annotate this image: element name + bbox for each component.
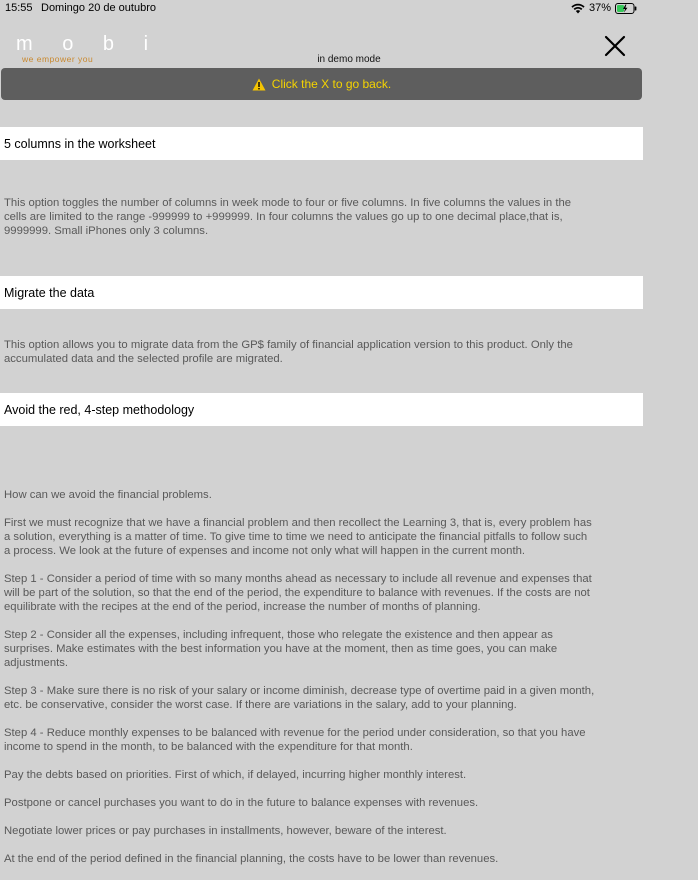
body-line: Step 2 - Consider all the expenses, including infrequent, those who relegate the existence and then appear as bbox=[4, 629, 553, 641]
body-line: Pay the debts based on priorities. First of which, if delayed, incurring higher monthly interest. bbox=[4, 769, 467, 781]
section-title: Avoid the red, 4-step methodology bbox=[4, 402, 195, 417]
body-line: How can we avoid the financial problems. bbox=[4, 489, 212, 501]
paragraph bbox=[4, 768, 644, 782]
notice-banner bbox=[1, 68, 642, 100]
status-indicators bbox=[571, 2, 637, 14]
section-body-migrate bbox=[4, 338, 644, 366]
body-line: Step 1 - Consider a period of time with so many months ahead as necessary to include all revenue and expenses that bbox=[4, 573, 592, 585]
paragraph bbox=[4, 516, 644, 558]
paragraph bbox=[4, 628, 644, 670]
section-title: 5 columns in the worksheet bbox=[4, 136, 156, 151]
section-body-avoid-red bbox=[4, 488, 644, 880]
body-line: will be part of the solution, so that the end of the period, the expenditure to balance with revenues. If the costs are not bbox=[4, 587, 590, 599]
body-line: equilibrate with the recipes at the end of the period, increase the number of months of planning. bbox=[4, 601, 481, 613]
body-line: 9999999. Small iPhones only 3 columns. bbox=[4, 225, 209, 237]
paragraph bbox=[4, 852, 644, 866]
body-line: accumulated data and the selected profile are migrated. bbox=[4, 353, 283, 365]
body-line: At the end of the period defined in the financial planning, the costs have to be lower than revenues. bbox=[4, 853, 499, 865]
wifi-icon bbox=[571, 3, 585, 14]
body-line: etc. be conservative, consider the worst case. If there are variations in the salary, add to your planning. bbox=[4, 699, 517, 711]
body-line: adjustments. bbox=[4, 657, 69, 669]
section-body-columns bbox=[4, 196, 644, 238]
paragraph bbox=[4, 796, 644, 810]
demo-mode-label: in demo mode bbox=[317, 54, 381, 65]
body-line: a process. We look at the future of expenses and income not only what will happen in the current month. bbox=[4, 545, 526, 557]
body-line: cells are limited to the range -999999 to +999999. In four columns the values go up to one decimal place,that is, bbox=[4, 211, 563, 223]
section-title: Migrate the data bbox=[4, 285, 95, 300]
warning-icon bbox=[252, 78, 266, 91]
section-header-migrate bbox=[0, 276, 643, 309]
body-line: This option toggles the number of columns in week mode to four or five columns. In five columns the values in the bbox=[4, 197, 572, 209]
status-date: Domingo 20 de outubro bbox=[41, 2, 156, 14]
body-line: a solution, everything is a matter of time. To give time to time we need to anticipate the financial pitfalls to follow such bbox=[4, 531, 588, 543]
app-tagline: we empower you bbox=[22, 54, 94, 64]
close-x-icon[interactable] bbox=[602, 33, 628, 59]
section-header-columns bbox=[0, 127, 643, 160]
notice-text: Click the X to go back. bbox=[271, 77, 392, 91]
paragraph bbox=[4, 488, 644, 502]
section-header-avoid-red bbox=[0, 393, 643, 426]
body-line: Postpone or cancel purchases you want to do in the future to balance expenses with revenues. bbox=[4, 797, 479, 809]
paragraph bbox=[4, 824, 644, 838]
paragraph bbox=[4, 726, 644, 754]
body-line: First we must recognize that we have a financial problem and then recollect the Learning 3, that is, every problem has bbox=[4, 517, 592, 529]
status-bar bbox=[0, 0, 643, 18]
body-line: income to spend in the month, to be balanced with the expenditure for that month. bbox=[4, 741, 413, 753]
body-line: Negotiate lower prices or pay purchases in installments, however, beware of the interest. bbox=[4, 825, 447, 837]
app-logo: m o b i bbox=[16, 33, 161, 55]
body-line: This option allows you to migrate data from the GP$ family of financial application version to this product. Only the bbox=[4, 339, 573, 351]
body-line: surprises. Make estimates with the best information you have at the moment, then as time goes, you can make bbox=[4, 643, 558, 655]
paragraph bbox=[4, 572, 644, 614]
status-time: 15:55 bbox=[5, 2, 33, 14]
paragraph bbox=[4, 684, 644, 712]
battery-icon bbox=[615, 3, 637, 14]
battery-percent: 37% bbox=[588, 2, 611, 14]
body-line: Step 3 - Make sure there is no risk of your salary or income diminish, decrease type of overtime paid in a given month, bbox=[4, 685, 595, 697]
body-line: Step 4 - Reduce monthly expenses to be balanced with revenue for the period under consideration, so that you have bbox=[4, 727, 586, 739]
